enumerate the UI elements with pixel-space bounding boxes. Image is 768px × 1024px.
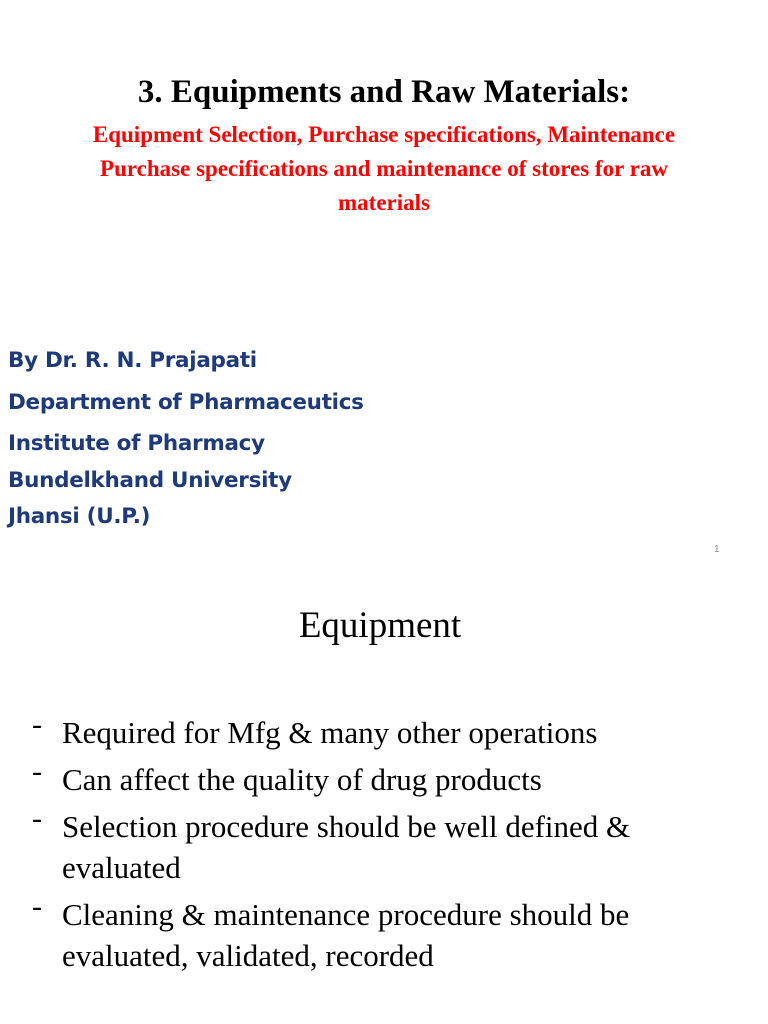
bullet-text: Selection procedure should be well defined & evaluated (62, 809, 631, 885)
bullet-text: Can affect the quality of drug products (62, 762, 542, 797)
list-item (32, 890, 732, 976)
slide-2 (0, 570, 768, 1024)
dash-bullet-icon: - (32, 708, 42, 741)
page-number: 1 (714, 544, 720, 555)
bullet-text: Required for Mfg & many other operations (62, 715, 598, 750)
list-item (32, 755, 732, 800)
slide-subtitle (14, 118, 754, 220)
author-name: By Dr. R. N. Prajapati (8, 348, 257, 373)
list-item (32, 802, 732, 888)
slide-title: 3. Equipments and Raw Materials: (137, 74, 631, 110)
bullet-text: Cleaning & maintenance procedure should be evaluated, validated, recorded (62, 897, 630, 973)
list-item (32, 708, 732, 753)
subtitle-line: Purchase specifications and maintenance of stores for raw (100, 156, 668, 181)
author-institute: Institute of Pharmacy (8, 431, 265, 456)
dash-bullet-icon: - (32, 755, 42, 788)
slide-title: Equipment (298, 605, 462, 646)
author-department: Department of Pharmaceutics (8, 390, 364, 415)
subtitle-line: materials (338, 190, 430, 215)
dash-bullet-icon: - (32, 802, 42, 835)
bullet-list (32, 708, 732, 982)
subtitle-line: Equipment Selection, Purchase specifications, Maintenance (92, 122, 676, 147)
author-university: Bundelkhand University (8, 468, 292, 493)
author-city: Jhansi (U.P.) (8, 504, 151, 529)
dash-bullet-icon: - (32, 890, 42, 923)
